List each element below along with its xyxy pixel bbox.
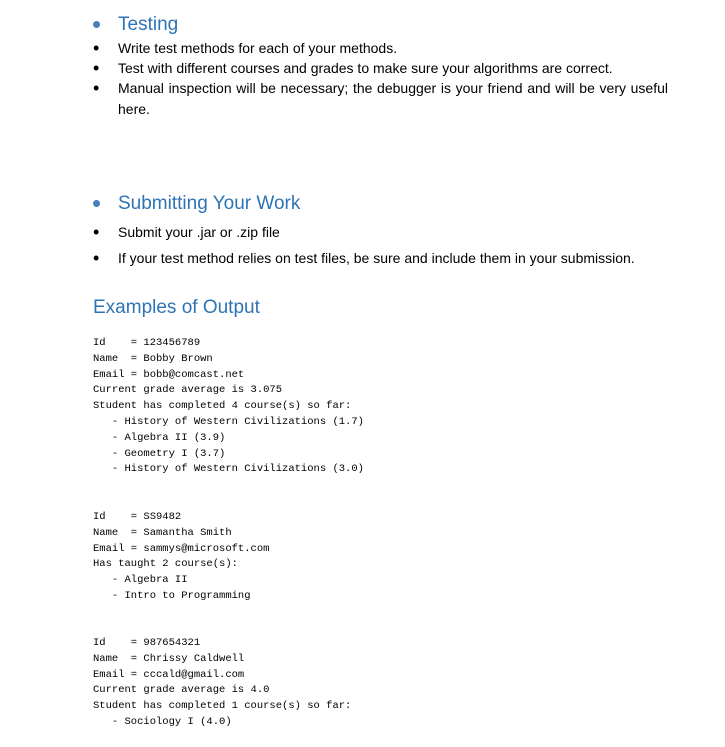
submitting-item-1: Submit your .jar or .zip file [118, 224, 280, 240]
code-line: - Sociology I (4.0) [93, 715, 232, 728]
testing-bullet-2: • [93, 58, 100, 78]
code-line: Current grade average is 3.075 [93, 384, 283, 397]
code-line: Id = 987654321 [93, 637, 201, 649]
testing-heading-bullet: • [92, 9, 102, 39]
code-line: Has taught 2 course(s): [93, 558, 238, 571]
code-line: Email = sammys@microsoft.com [93, 542, 270, 555]
code-line: - Intro to Programming [93, 589, 251, 602]
code-line: Email = cccald@gmail.com [93, 668, 245, 681]
testing-bullet-1: • [93, 38, 100, 58]
submitting-heading-bullet: • [92, 188, 102, 218]
code-line: Name = Samantha Smith [93, 526, 232, 539]
submitting-item-2: If your test method relies on test files, be sure and include them in your submission. [118, 250, 635, 266]
examples-heading: Examples of Output [93, 297, 260, 318]
code-line: Email = bobb@comcast.net [93, 368, 245, 381]
submitting-heading: Submitting Your Work [118, 193, 301, 214]
code-line: Student has completed 1 course(s) so far: [93, 700, 352, 713]
testing-item-2: Test with different courses and grades to make sure your algorithms are correct. [118, 60, 613, 76]
submitting-bullet-1: • [93, 222, 100, 242]
code-line: Current grade average is 4.0 [93, 684, 270, 697]
code-line: - Geometry I (3.7) [93, 447, 226, 460]
code-line: Id = 123456789 [93, 337, 201, 349]
testing-heading: Testing [118, 14, 179, 35]
testing-bullet-3: • [93, 78, 100, 98]
testing-item-3: Manual inspection will be necessary; the debugger is your friend and will be very useful here. [118, 80, 668, 117]
code-line: - Algebra II (3.9) [93, 431, 226, 444]
code-line: Student has completed 4 course(s) so far: [93, 400, 352, 413]
code-line: - History of Western Civilizations (3.0) [93, 463, 364, 476]
code-line: Name = Bobby Brown [93, 352, 213, 365]
testing-item-1: Write test methods for each of your methods. [118, 40, 398, 56]
submitting-bullet-2: • [93, 248, 100, 268]
code-line: Id = SS9482 [93, 511, 182, 523]
output-block-teacher [93, 510, 269, 605]
code-line: Name = Chrissy Caldwell [93, 652, 245, 665]
code-line: - Algebra II [93, 574, 188, 587]
output-block-student-1 [93, 336, 364, 478]
code-line: - History of Western Civilizations (1.7) [93, 415, 364, 428]
output-block-student-2 [93, 636, 351, 731]
